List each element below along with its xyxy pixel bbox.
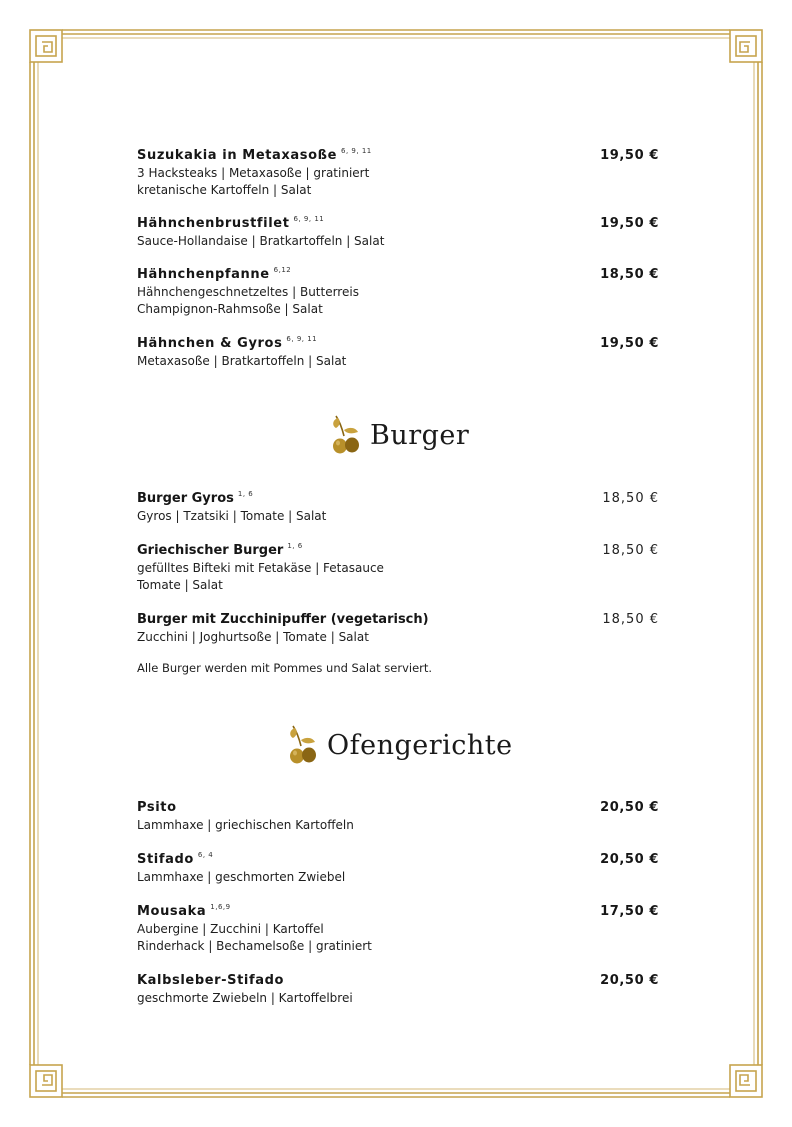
menu-item-name: Kalbsleber-Stifado [137, 973, 285, 988]
menu-item-name: Suzukakia in Metaxasoße $^{6, 9, 11}$ [137, 147, 372, 163]
menu-item-price: 18,50 € [602, 612, 659, 627]
menu-item [137, 796, 659, 834]
allergen-codes: 6, 9, 11 [293, 215, 325, 223]
menu-item-name: Psito [137, 800, 177, 815]
menu-item [137, 332, 659, 370]
menu-item-name: Griechischer Burger $^{1, 6}$ [137, 542, 303, 558]
allergen-codes: 1,6,9 [210, 903, 231, 911]
menu-item-description: Metaxasoße | Bratkartoffeln | Salat [137, 354, 347, 368]
menu-item-description: Sauce-Hollandaise | Bratkartoffeln | Salat [137, 234, 385, 248]
menu-item-price: 18,50 € [600, 267, 659, 282]
allergen-codes: 6, 9, 11 [286, 335, 318, 343]
menu-item-name: Hähnchenbrustfilet $^{6, 9, 11}$ [137, 215, 325, 231]
menu-item-price: 19,50 € [600, 148, 659, 163]
menu-item-description: Lammhaxe | geschmorten Zwiebel [137, 870, 346, 884]
burger-note: Alle Burger werden mit Pommes und Salat serviert. [137, 661, 433, 675]
allergen-codes: 6, 9, 11 [341, 147, 372, 155]
menu-item [137, 144, 659, 199]
menu-item [137, 900, 659, 955]
menu-item-price: 18,50 € [602, 491, 659, 506]
section-heading: Burger [370, 419, 470, 451]
olive-branch-icon [330, 414, 362, 456]
menu-item [137, 487, 659, 525]
menu-item-name: Hähnchen & Gyros $^{6, 9, 11}$ [137, 335, 318, 351]
menu-item-description: Hähnchengeschnetzeltes | Butterreis Champignon-Rahmsoße | Salat [137, 285, 359, 316]
menu-item-name: Stifado $^{6, 4}$ [137, 851, 214, 867]
section-title-ofengerichte [287, 724, 513, 766]
menu-item [137, 848, 659, 886]
section-heading: Ofengerichte [327, 729, 513, 761]
menu-item-description: Zucchini | Joghurtsoße | Tomate | Salat [137, 630, 369, 644]
menu-item [137, 608, 659, 646]
menu-item-price: 20,50 € [600, 973, 659, 988]
menu-item-description: gefülltes Bifteki mit Fetakäse | Fetasauce Tomate | Salat [137, 561, 384, 592]
menu-item-price: 18,50 € [602, 543, 659, 558]
menu-item-description: 3 Hacksteaks | Metaxasoße | gratiniert kretanische Kartoffeln | Salat [137, 166, 370, 197]
menu-item-price: 20,50 € [600, 800, 659, 815]
menu-item-name: Burger mit Zucchinipuffer (vegetarisch) [137, 612, 429, 627]
menu-item-price: 19,50 € [600, 216, 659, 231]
menu-item-price: 19,50 € [600, 336, 659, 351]
section-title-burger [330, 414, 469, 456]
allergen-codes: 1, 6 [287, 542, 303, 550]
menu-item-price: 20,50 € [600, 852, 659, 867]
allergen-codes: 6, 4 [197, 851, 214, 859]
olive-branch-icon [287, 724, 319, 766]
menu-item [137, 263, 659, 318]
menu-item-description: Lammhaxe | griechischen Kartoffeln [137, 818, 354, 832]
menu-item-description: geschmorte Zwiebeln | Kartoffelbrei [137, 991, 353, 1005]
menu-item-name: Hähnchenpfanne $^{6,12}$ [137, 266, 292, 282]
menu-item [137, 212, 659, 250]
allergen-codes: 1, 6 [237, 490, 254, 498]
menu-item [137, 969, 659, 1007]
menu-item-description: Gyros | Tzatsiki | Tomate | Salat [137, 509, 327, 523]
allergen-codes: 6,12 [273, 266, 292, 274]
menu-item-name: Mousaka $^{1,6,9}$ [137, 903, 231, 919]
menu-item [137, 539, 659, 594]
menu-item-name: Burger Gyros $^{1, 6}$ [137, 490, 254, 506]
menu-item-description: Aubergine | Zucchini | Kartoffel Rinderhack | Bechamelsoße | gratiniert [137, 922, 372, 953]
menu-item-price: 17,50 € [600, 904, 659, 919]
